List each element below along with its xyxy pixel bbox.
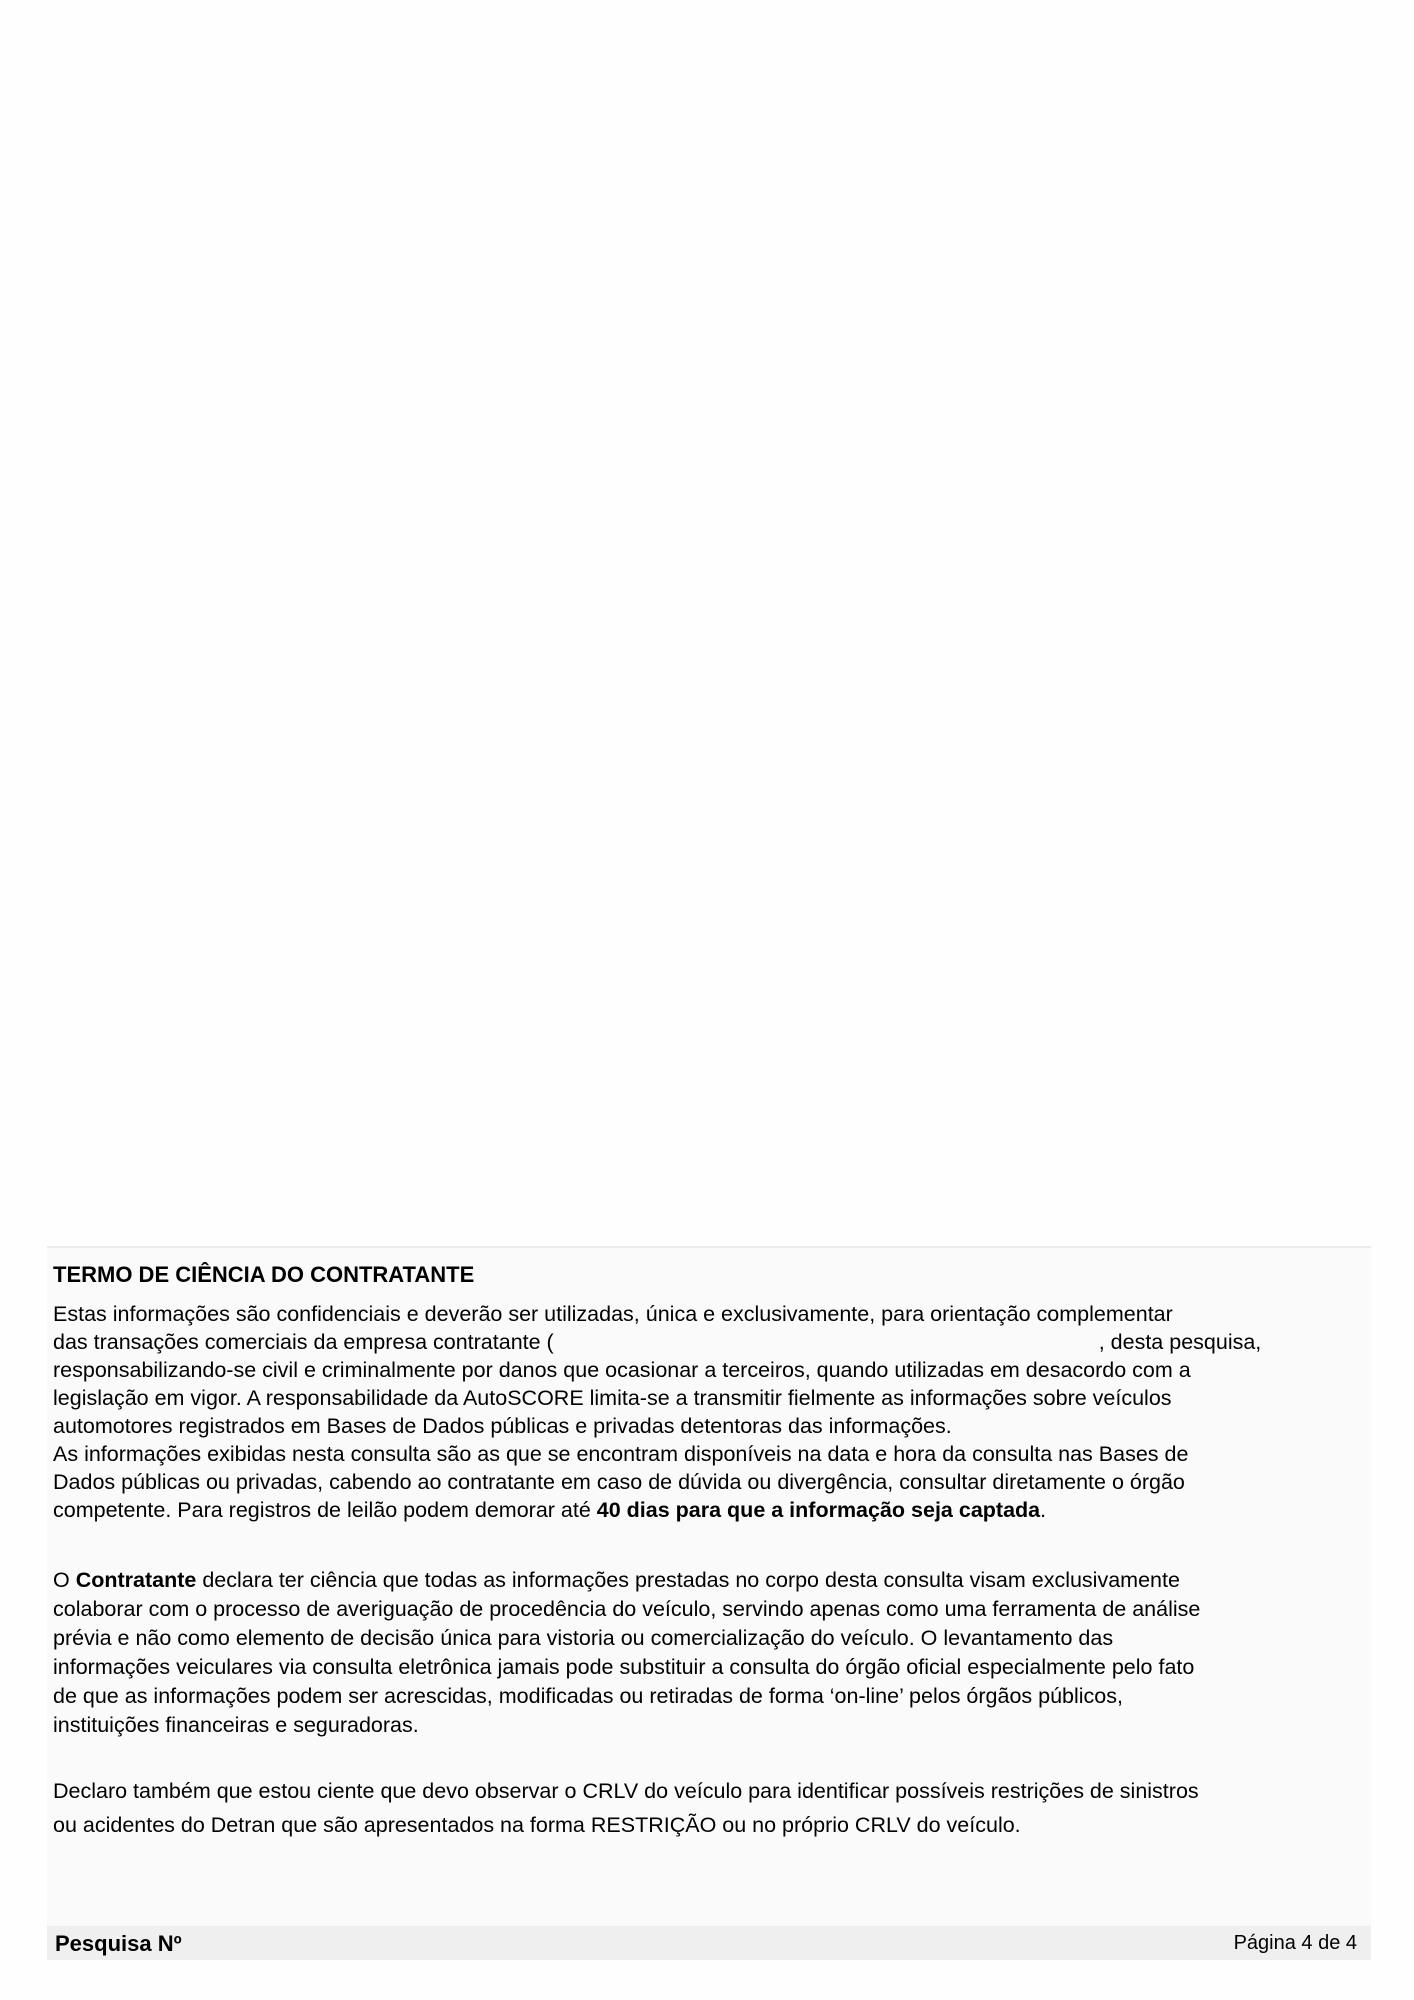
terms-section	[47, 1246, 1371, 1926]
contractor-emphasis: Contratante	[75, 1568, 197, 1592]
auction-text-end: .	[1040, 1498, 1047, 1522]
paragraph-line	[53, 1496, 1369, 1524]
paragraph-line: Dados públicas ou privadas, cabendo ao contratante em caso de dúvida ou divergência, consultar diretamente o órgão	[53, 1470, 1185, 1494]
paragraph-line: Declaro também que estou ciente que devo observar o CRLV do veículo para identificar possíveis restrições de sinistros	[53, 1779, 1199, 1803]
paragraph-line	[53, 1566, 1369, 1595]
crlv-declaration-paragraph	[53, 1774, 1369, 1842]
page-footer	[47, 1926, 1371, 1960]
paragraph-line	[53, 1328, 1369, 1356]
auction-text: competente. Para registros de leilão podem demorar até	[53, 1498, 597, 1522]
declaration-text: declara ter ciência que todas as informações prestadas no corpo desta consulta visam exclusivamente	[196, 1568, 1180, 1592]
paragraph-line: automotores registrados em Bases de Dados públicas e privadas detentoras das informações.	[53, 1414, 952, 1438]
search-number-label: Pesquisa Nº	[55, 1931, 182, 1956]
contractor-declaration-paragraph	[53, 1566, 1369, 1740]
declaration-text-start: O	[53, 1568, 76, 1592]
paragraph-line: responsabilizando-se civil e criminalmente por danos que ocasionar a terceiros, quando utilizadas em desacordo com a	[53, 1358, 1191, 1382]
paragraph-line: prévia e não como elemento de decisão única para vistoria ou comercialização do veículo. O levantamento das	[53, 1626, 1114, 1650]
contractor-text-start: das transações comerciais da empresa contratante (	[53, 1330, 554, 1354]
redacted-contractor-name	[554, 1332, 1099, 1354]
paragraph-line: As informações exibidas nesta consulta são as que se encontram disponíveis na data e hora da consulta nas Bases de	[53, 1442, 1189, 1466]
paragraph-line: colaborar com o processo de averiguação de procedência do veículo, servindo apenas como uma ferramenta de análise	[53, 1597, 1201, 1621]
paragraph-line: informações veiculares via consulta eletrônica jamais pode substituir a consulta do órgão oficial especialmente pelo fato	[53, 1655, 1195, 1679]
terms-title: TERMO DE CIÊNCIA DO CONTRATANTE	[53, 1262, 475, 1287]
page-number: Página 4 de 4	[1233, 1932, 1357, 1954]
paragraph-line: de que as informações podem ser acrescidas, modificadas ou retiradas de forma ‘on-line’ pelos órgãos públicos,	[53, 1684, 1123, 1708]
paragraph-line: legislação em vigor. A responsabilidade da AutoSCORE limita-se a transmitir fielmente as informações sobre veículos	[53, 1386, 1172, 1410]
paragraph-line: ou acidentes do Detran que são apresentados na forma RESTRIÇÃO ou no próprio CRLV do veículo.	[53, 1813, 1021, 1837]
paragraph-line: Estas informações são confidenciais e deverão ser utilizadas, única e exclusivamente, para orientação complementar	[53, 1302, 1173, 1326]
contractor-text-end: , desta pesquisa,	[1098, 1330, 1262, 1354]
confidentiality-paragraph	[53, 1300, 1369, 1524]
paragraph-line: instituições financeiras e seguradoras.	[53, 1713, 419, 1737]
auction-delay-emphasis: 40 dias para que a informação seja captada	[596, 1498, 1041, 1522]
